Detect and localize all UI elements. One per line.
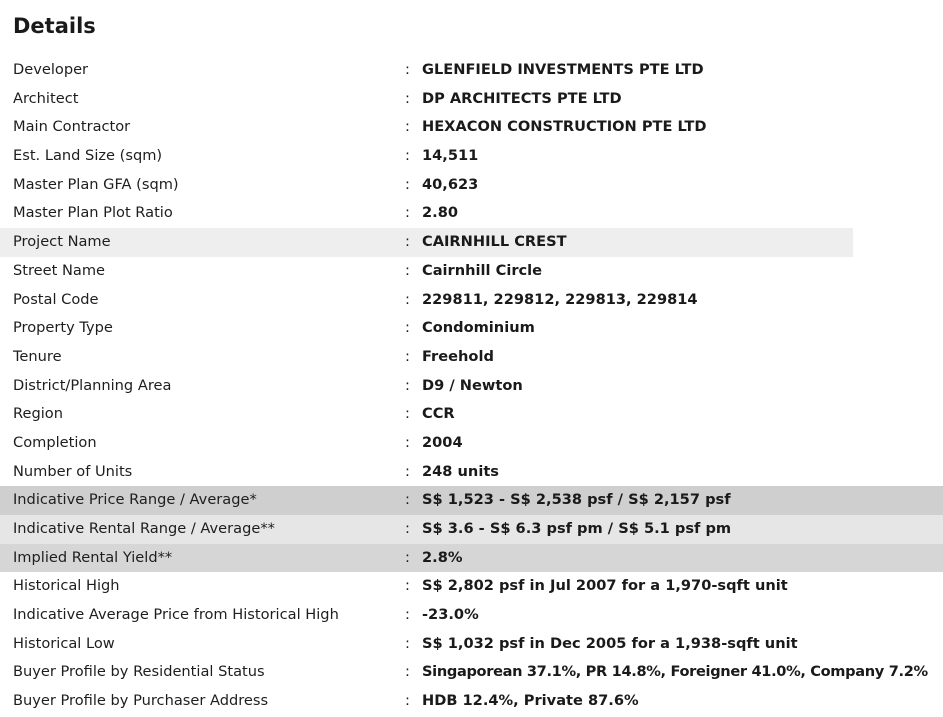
row-value: 229811, 229812, 229813, 229814 <box>422 290 698 308</box>
table-row-avg-from-high <box>0 601 943 630</box>
row-separator: : <box>405 491 410 509</box>
table-row-units <box>0 458 943 487</box>
row-value: HDB 12.4%, Private 87.6% <box>422 692 639 710</box>
row-label: Completion <box>13 433 97 451</box>
row-value: Condominium <box>422 319 535 337</box>
row-label: Project Name <box>13 233 111 251</box>
row-separator: : <box>405 118 410 136</box>
row-label: Master Plan Plot Ratio <box>13 204 173 222</box>
row-value: S$ 1,032 psf in Dec 2005 for a 1,938-sqft unit <box>422 634 798 652</box>
row-separator: : <box>405 147 410 165</box>
table-row-price-range <box>0 486 943 515</box>
table-row-historical-high <box>0 572 943 601</box>
table-row-rental-range <box>0 515 943 544</box>
row-separator: : <box>405 319 410 337</box>
table-row-developer <box>0 56 943 85</box>
table-row-plot-ratio <box>0 199 943 228</box>
row-separator: : <box>405 175 410 193</box>
row-separator: : <box>405 606 410 624</box>
table-row-historical-low <box>0 630 943 659</box>
row-label: Developer <box>13 61 89 78</box>
table-row-buyer-purchaser-address <box>0 687 943 716</box>
row-separator: : <box>405 548 410 566</box>
row-label: District/Planning Area <box>13 376 172 394</box>
row-label: Region <box>13 405 63 423</box>
row-value: 2.80 <box>422 204 459 222</box>
row-value: -23.0% <box>422 606 479 624</box>
row-value: HEXACON CONSTRUCTION PTE LTD <box>422 118 707 136</box>
row-value: Cairnhill Circle <box>422 261 543 279</box>
row-value: GLENFIELD INVESTMENTS PTE LTD <box>422 61 704 78</box>
details-table <box>0 56 943 716</box>
row-separator: : <box>405 89 410 107</box>
row-label: Main Contractor <box>13 118 131 136</box>
row-separator: : <box>405 204 410 222</box>
table-row-buyer-residential-status <box>0 658 943 687</box>
row-label: Number of Units <box>13 462 133 480</box>
row-value: S$ 2,802 psf in Jul 2007 for a 1,970-sqft unit <box>422 577 788 595</box>
row-separator: : <box>405 663 410 681</box>
row-label: Indicative Average Price from Historical High <box>13 606 339 624</box>
row-label: Property Type <box>13 319 113 337</box>
row-label: Street Name <box>13 261 106 279</box>
row-separator: : <box>405 405 410 423</box>
row-value: 2.8% <box>422 548 463 566</box>
table-row-region <box>0 400 943 429</box>
row-label: Buyer Profile by Purchaser Address <box>13 692 269 710</box>
row-value: 14,511 <box>422 147 479 165</box>
row-label: Est. Land Size (sqm) <box>13 147 163 165</box>
row-label: Tenure <box>13 347 62 365</box>
row-value: 2004 <box>422 433 463 451</box>
row-value: 248 units <box>422 462 499 480</box>
table-row-architect <box>0 85 943 114</box>
row-label: Master Plan GFA (sqm) <box>13 175 179 193</box>
table-row-project-name <box>0 228 943 257</box>
row-value: S$ 3.6 - S$ 6.3 psf pm / S$ 5.1 psf pm <box>422 520 732 537</box>
table-row-gfa <box>0 171 943 200</box>
row-value: Singaporean 37.1%, PR 14.8%, Foreigner 41.0%, Company 7.2% <box>422 663 928 681</box>
row-separator: : <box>405 233 410 251</box>
row-separator: : <box>405 347 410 365</box>
row-value: Freehold <box>422 347 494 365</box>
row-label: Buyer Profile by Residential Status <box>13 663 265 681</box>
row-value: DP ARCHITECTS PTE LTD <box>422 89 622 107</box>
row-separator: : <box>405 634 410 652</box>
table-row-street-name <box>0 257 943 286</box>
table-row-completion <box>0 429 943 458</box>
row-label: Historical High <box>13 577 120 595</box>
row-separator: : <box>405 61 410 78</box>
row-separator: : <box>405 692 410 710</box>
row-label: Implied Rental Yield** <box>13 548 173 566</box>
table-row-land-size <box>0 142 943 171</box>
table-row-main-contractor <box>0 113 943 142</box>
row-label: Architect <box>13 89 79 107</box>
row-separator: : <box>405 290 410 308</box>
row-value: D9 / Newton <box>422 376 523 394</box>
row-label: Postal Code <box>13 290 99 308</box>
table-row-rental-yield <box>0 544 943 573</box>
table-row-property-type <box>0 314 943 343</box>
row-label: Indicative Rental Range / Average** <box>13 520 275 537</box>
row-value: CAIRNHILL CREST <box>422 233 567 251</box>
table-row-district <box>0 372 943 401</box>
row-label: Indicative Price Range / Average* <box>13 491 257 509</box>
table-row-tenure <box>0 343 943 372</box>
row-separator: : <box>405 261 410 279</box>
row-separator: : <box>405 376 410 394</box>
page-title: Details <box>13 14 96 38</box>
row-value: 40,623 <box>422 175 479 193</box>
row-value: S$ 1,523 - S$ 2,538 psf / S$ 2,157 psf <box>422 491 731 509</box>
row-separator: : <box>405 520 410 537</box>
table-row-postal-code <box>0 286 943 315</box>
row-separator: : <box>405 462 410 480</box>
row-label: Historical Low <box>13 634 115 652</box>
row-value: CCR <box>422 405 455 423</box>
row-separator: : <box>405 433 410 451</box>
row-separator: : <box>405 577 410 595</box>
